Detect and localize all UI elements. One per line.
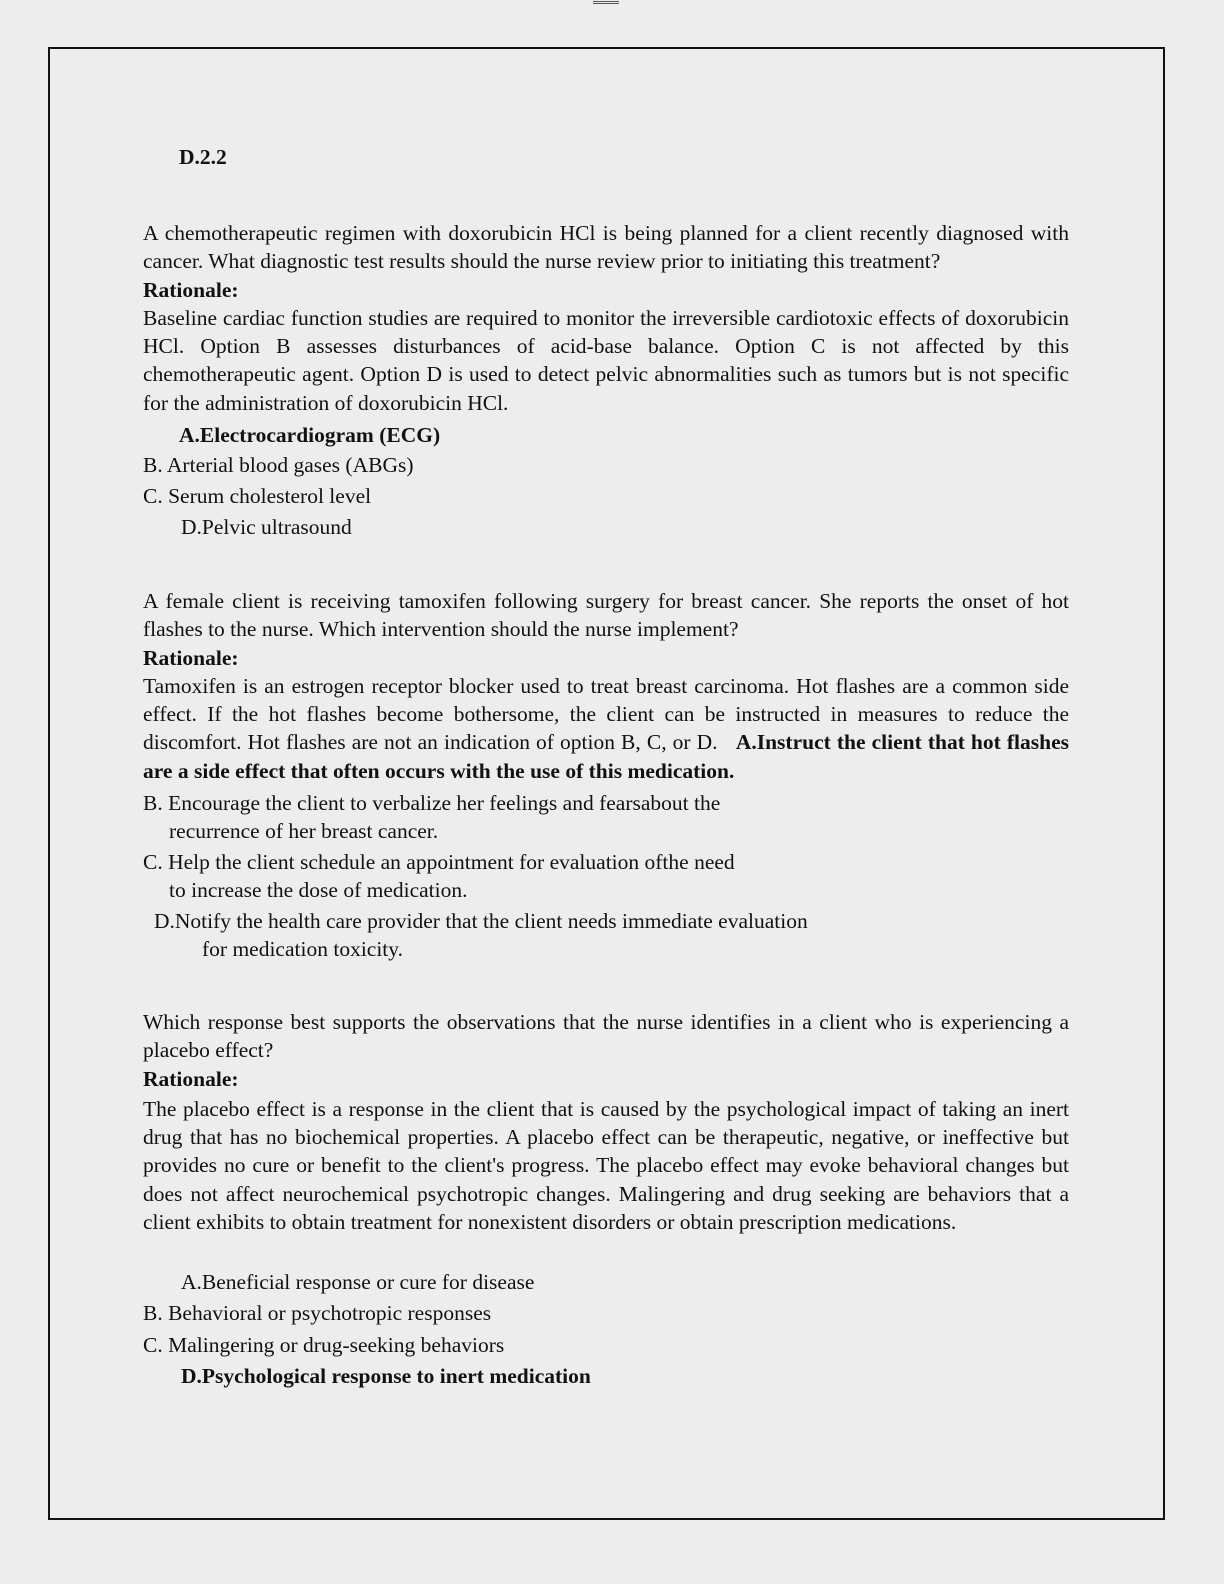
- question-2-option-b-line1: B. Encourage the client to verbalize her feelings and fearsabout the: [143, 791, 721, 815]
- question-3-stem: Which response best supports the observations that the nurse identifies in a client who is experiencing a placebo effect?: [143, 1010, 1069, 1063]
- question-2-option-c-line1: C. Help the client schedule an appointment for evaluation ofthe need: [143, 850, 735, 874]
- question-3-option-a: A.Beneficial response or cure for disease: [181, 1270, 535, 1294]
- question-2-option-b-line2: recurrence of her breast cancer.: [169, 819, 439, 843]
- question-2-rationale-label: Rationale:: [143, 646, 239, 670]
- question-3-rationale-label: Rationale:: [143, 1067, 239, 1091]
- section-code: D.2.2: [179, 145, 227, 169]
- question-3-option-b: B. Behavioral or psychotropic responses: [143, 1301, 492, 1325]
- question-2-option-d-line2: for medication toxicity.: [202, 937, 404, 961]
- question-2-option-a: A.Instruct the client that hot flashes are a side effect that often occurs with the use of this medication.: [143, 730, 1069, 783]
- question-2-option-d-line1: D.Notify the health care provider that the client needs immediate evaluation: [154, 909, 808, 933]
- question-2-option-c-line2: to increase the dose of medication.: [169, 878, 468, 902]
- question-3-rationale: The placebo effect is a response in the client that is caused by the psychological impact of taking an inert drug that has no biochemical properties. A placebo effect can be therapeutic, negative, or ineffective but provides no cure or benefit to the client's progress. The placebo effect may evoke behavioral changes but does not affect neurochemical psychotropic changes. Malingering and drug seeking are behaviors that a client exhibits to obtain treatment for nonexistent disorders or obtain prescription medications.: [143, 1097, 1069, 1234]
- question-3-option-d: D.Psychological response to inert medication: [181, 1364, 591, 1388]
- question-2-rationale: Tamoxifen is an estrogen receptor blocker used to treat breast carcinoma. Hot flashes are a common side effect. If the hot flashes become bothersome, the client can be instructed in measures to reduce the discomfort. Hot flashes are not an indication of option B, C, or D.: [143, 674, 1069, 755]
- question-1-option-d: D.Pelvic ultrasound: [181, 515, 352, 539]
- question-1-rationale: Baseline cardiac function studies are required to monitor the irreversible cardiotoxic effects of doxorubicin HCl. Option B assesses disturbances of acid-base balance. Option C is not affected by this chemotherapeutic agent. Option D is used to detect pelvic abnormalities such as tumors but is not specific for the administration of doxorubicin HCl.: [143, 306, 1069, 415]
- question-3-option-c: C. Malingering or drug-seeking behaviors: [143, 1333, 505, 1357]
- header-mark: [593, 0, 619, 4]
- question-1-option-c: C. Serum cholesterol level: [143, 484, 372, 508]
- question-1-option-a: A.Electrocardiogram (ECG): [179, 423, 441, 447]
- question-2-rationale-block: [143, 672, 1069, 785]
- question-2-stem: A female client is receiving tamoxifen following surgery for breast cancer. She reports the onset of hot flashes to the nurse. Which intervention should the nurse implement?: [143, 589, 1069, 642]
- question-1-option-b: B. Arterial blood gases (ABGs): [143, 453, 414, 477]
- question-1-stem: A chemotherapeutic regimen with doxorubicin HCl is being planned for a client recently diagnosed with cancer. What diagnostic test results should the nurse review prior to initiating this treatment?: [143, 221, 1069, 274]
- question-1-rationale-label: Rationale:: [143, 278, 239, 302]
